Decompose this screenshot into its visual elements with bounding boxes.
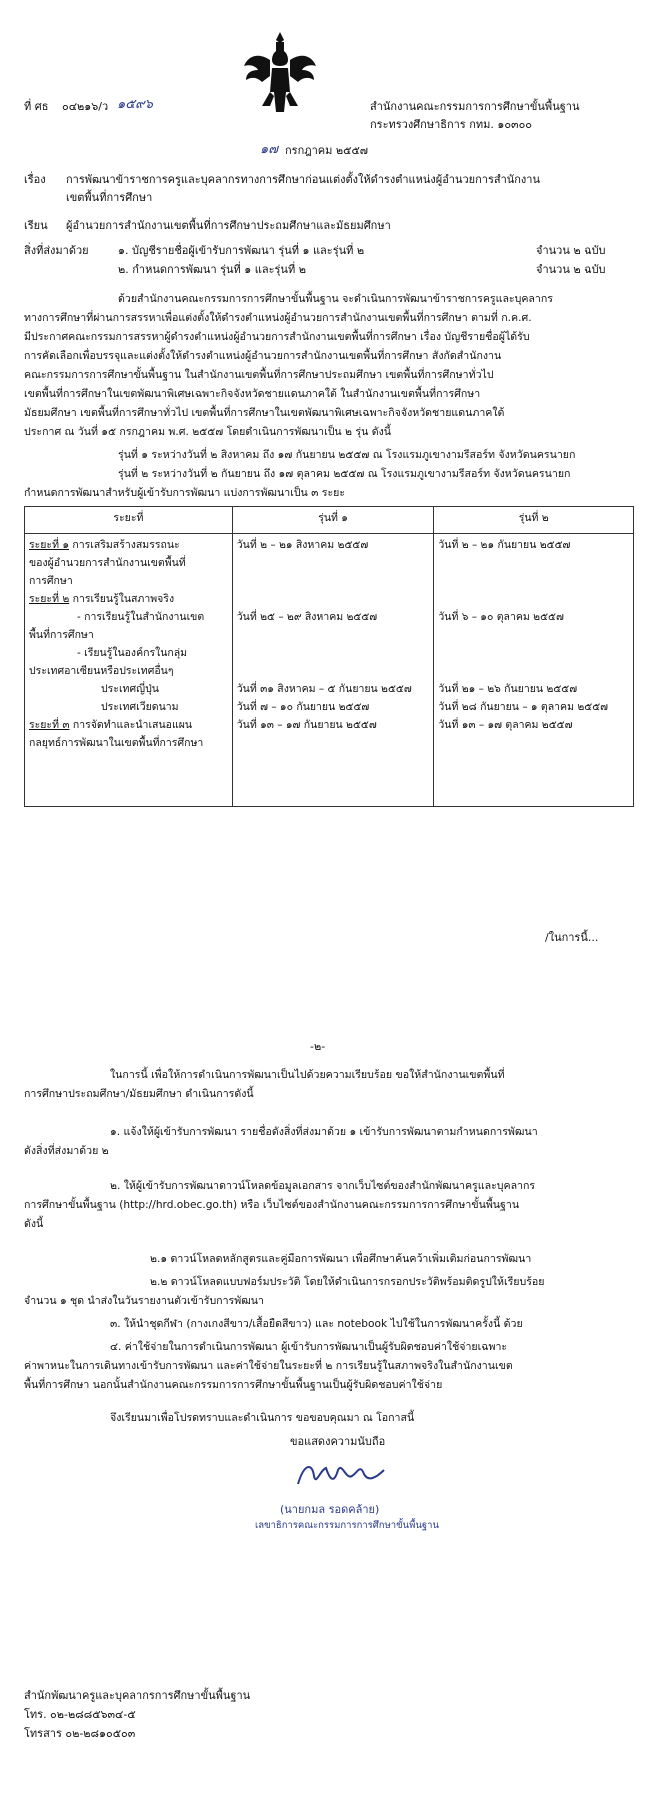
round-1-cell <box>232 534 434 807</box>
subject-line-2: เขตพื้นที่การศึกษา <box>66 191 153 204</box>
body-line: การศึกษาขั้นพื้นฐาน (http://hrd.obec.go.th) หรือ เว็บไซต์ของสำนักงานคณะกรรมการการศึกษาขั้นพื้นฐาน <box>24 1199 520 1211</box>
signature <box>290 1450 390 1500</box>
table-row <box>25 534 634 807</box>
body-line: ด้วยสำนักงานคณะกรรมการการศึกษาขั้นพื้นฐาน จะดำเนินการพัฒนาข้าราชการครูและบุคลากร <box>118 293 553 305</box>
phase-3-text: การจัดทำและนำเสนอแผน <box>72 719 193 731</box>
phase-2-sub-1-r1: วันที่ ๒๕ – ๒๙ สิงหาคม ๒๕๕๗ <box>236 611 378 623</box>
subject-label: เรื่อง <box>24 173 46 186</box>
country-1-r1: วันที่ ๓๑ สิงหาคม – ๕ กันยายน ๒๕๕๗ <box>236 683 412 695</box>
phase-1-line: ของผู้อำนวยการสำนักงานเขตพื้นที่ <box>29 557 186 569</box>
phase-2-sub-1-r2: วันที่ ๖ – ๑๐ ตุลาคม ๒๕๕๗ <box>438 611 564 623</box>
body-line: มีประกาศคณะกรรมการสรรหาผู้ดำรงตำแหน่งผู้อำนวยการสำนักงานเขตพื้นที่การศึกษา เรื่อง บัญชีรายชื่อผู้ได้รับ <box>24 331 530 343</box>
country-japan: ประเทศญี่ปุ่น <box>101 683 159 695</box>
body-line: การคัดเลือกเพื่อบรรจุและแต่งตั้งให้ดำรงตำแหน่งผู้อำนวยการสำนักงานเขตพื้นที่การศึกษา สังกัดสำนักงาน <box>24 350 502 362</box>
body-line: การศึกษาประถมศึกษา/มัธยมศึกษา ดำเนินการดังนี้ <box>24 1088 254 1100</box>
org-line-2: กระทรวงศึกษาธิการ กทม. ๑๐๓๐๐ <box>370 118 533 131</box>
round-2-cell <box>434 534 634 807</box>
date-day: ๑๗ <box>260 142 279 157</box>
phase-cell <box>25 534 233 807</box>
schedule-table <box>24 506 634 807</box>
phase-2-sub-2-cont: ประเทศอาเซียนหรือประเทศอื่นๆ <box>29 665 174 677</box>
country-2-r1: วันที่ ๗ – ๑๐ กันยายน ๒๕๕๗ <box>236 701 370 713</box>
body-line: มัธยมศึกษา เขตพื้นที่การศึกษาทั่วไป เขตพื้นที่การศึกษาในเขตพัฒนาพิเศษเฉพาะกิจจังหวัดชายแดนภาคใต้ <box>24 407 505 419</box>
enclosure-qty: จำนวน ๒ ฉบับ <box>536 263 606 276</box>
phase-2-sub-1-cont: พื้นที่การศึกษา <box>29 629 94 641</box>
enclosure-item: ๑. บัญชีรายชื่อผู้เข้ารับการพัฒนา รุ่นที่ ๑ และรุ่นที่ ๒ <box>118 244 365 257</box>
ref-handwritten: ๑๕๙๖ <box>117 97 153 112</box>
signer-title: เลขาธิการคณะกรรมการการศึกษาขั้นพื้นฐาน <box>255 1520 439 1531</box>
phase-1-r2: วันที่ ๒ – ๒๑ กันยายน ๒๕๕๗ <box>438 539 571 551</box>
phase-3-line: กลยุทธ์การพัฒนาในเขตพื้นที่การศึกษา <box>29 737 204 749</box>
page-number: -๒- <box>310 1040 326 1053</box>
phase-2-sub-2: - เรียนรู้ในองค์กรในกลุ่ม <box>77 647 188 659</box>
phase-2-sub-1: - การเรียนรู้ในสำนักงานเขต <box>77 611 205 623</box>
body-line: จำนวน ๑ ชุด นำส่งในวันรายงานตัวเข้ารับการพัฒนา <box>24 1295 264 1307</box>
body-line: ในการนี้ เพื่อให้การดำเนินการพัฒนาเป็นไปด้วยความเรียบร้อย ขอให้สำนักงานเขตพื้นที่ <box>110 1069 505 1081</box>
body-line: ๒. ให้ผู้เข้ารับการพัฒนาดาวน์โหลดข้อมูลเอกสาร จากเว็บไซต์ของสำนักพัฒนาครูและบุคลากร <box>110 1180 536 1192</box>
body-line: เขตพื้นที่การศึกษาในเขตพัฒนาพิเศษเฉพาะกิจจังหวัดชายแดนภาคใต้ ในสำนักงานเขตพื้นที่การศึกษา <box>24 388 481 400</box>
body-line: คณะกรรมการการศึกษาขั้นพื้นฐาน ในสำนักงานเขตพื้นที่การศึกษาประถมศึกษา เขตพื้นที่การศึกษาทั่วไป <box>24 369 494 381</box>
phase-1-label: ระยะที่ ๑ <box>29 539 69 551</box>
body-line: ๓. ให้นำชุดกีฬา (กางเกงสีขาว/เสื้อยืดสีขาว) และ notebook ไปใช้ในการพัฒนาครั้งนี้ ด้วย <box>110 1318 523 1330</box>
header-phase: ระยะที่ <box>25 507 233 534</box>
body-line: ประกาศ ณ วันที่ ๑๕ กรกฎาคม พ.ศ. ๒๕๕๗ โดยดำเนินการพัฒนาเป็น ๒ รุ่น ดังนี้ <box>24 426 391 438</box>
enclosure-item: ๒. กำหนดการพัฒนา รุ่นที่ ๑ และรุ่นที่ ๒ <box>118 263 306 276</box>
round-2-line: รุ่นที่ ๒ ระหว่างวันที่ ๒ กันยายน ถึง ๑๗ ตุลาคม ๒๕๕๗ ณ โรงแรมภูเขางามรีสอร์ท จังหวัดนครนายก <box>118 468 571 480</box>
ref-label: ที่ ศธ <box>24 100 49 113</box>
header-round-1: รุ่นที่ ๑ <box>232 507 434 534</box>
country-1-r2: วันที่ ๒๑ – ๒๖ กันยายน ๒๕๕๗ <box>438 683 578 695</box>
body-line: ดังนี้ <box>24 1218 44 1230</box>
body-line: ๒.๑ ดาวน์โหลดหลักสูตรและคู่มือการพัฒนา เพื่อศึกษาค้นคว้าเพิ่มเติมก่อนการพัฒนา <box>150 1253 532 1265</box>
to-text: ผู้อำนวยการสำนักงานเขตพื้นที่การศึกษาประถมศึกษาและมัธยมศึกษา <box>66 219 391 232</box>
phase-1-r1: วันที่ ๒ – ๒๑ สิงหาคม ๒๕๕๗ <box>236 539 369 551</box>
footer-tel: โทร. ๐๒-๒๘๘๕๖๓๔-๕ <box>24 1708 136 1721</box>
closing: ขอแสดงความนับถือ <box>290 1435 386 1448</box>
subject-line-1: การพัฒนาข้าราชการครูและบุคลากรทางการศึกษาก่อนแต่งตั้งให้ดำรงตำแหน่งผู้อำนวยการสำนักงาน <box>66 173 540 186</box>
phase-3-r1: วันที่ ๑๓ – ๑๗ กันยายน ๒๕๕๗ <box>236 719 377 731</box>
to-label: เรียน <box>24 219 48 232</box>
org-line-1: สำนักงานคณะกรรมการการศึกษาขั้นพื้นฐาน <box>370 100 580 113</box>
table-header-row <box>25 507 634 534</box>
phase-1-text: การเสริมสร้างสมรรถนะ <box>72 539 180 551</box>
phase-3-label: ระยะที่ ๓ <box>29 719 70 731</box>
schedule-intro: กำหนดการพัฒนาสำหรับผู้เข้ารับการพัฒนา แบ่งการพัฒนาเป็น ๓ ระยะ <box>24 487 346 499</box>
country-vietnam: ประเทศเวียดนาม <box>101 701 179 713</box>
phase-2-label: ระยะที่ ๒ <box>29 593 70 605</box>
footer-org: สำนักพัฒนาครูและบุคลากรการศึกษาขั้นพื้นฐาน <box>24 1689 251 1702</box>
garuda-emblem <box>240 30 320 120</box>
body-line: ดังสิ่งที่ส่งมาด้วย ๒ <box>24 1145 109 1157</box>
phase-3-r2: วันที่ ๑๓ – ๑๗ ตุลาคม ๒๕๕๗ <box>438 719 573 731</box>
body-line: ๔. ค่าใช้จ่ายในการดำเนินการพัฒนา ผู้เข้ารับการพัฒนาเป็นผู้รับผิดชอบค่าใช้จ่ายเฉพาะ <box>110 1341 508 1353</box>
ref-number: ๐๔๒๑๖/ว <box>62 100 109 113</box>
country-2-r2: วันที่ ๒๘ กันยายน – ๑ ตุลาคม ๒๕๕๗ <box>438 701 609 713</box>
body-line: ค่าพาหนะในการเดินทางเข้ารับการพัฒนา และค่าใช้จ่ายในระยะที่ ๒ การเรียนรู้ในสภาพจริงในสำนักงานเขต <box>24 1360 513 1372</box>
body-line: ๑. แจ้งให้ผู้เข้ารับการพัฒนา รายชื่อดังสิ่งที่ส่งมาด้วย ๑ เข้ารับการพัฒนาตามกำหนดการพัฒนา <box>110 1126 538 1138</box>
date-rest: กรกฎาคม ๒๕๕๗ <box>285 144 369 157</box>
phase-1-line: การศึกษา <box>29 575 73 587</box>
enclosure-label: สิ่งที่ส่งมาด้วย <box>24 244 89 257</box>
body-line: ทางการศึกษาที่ผ่านการสรรหาเพื่อแต่งตั้งให้ดำรงตำแหน่งผู้อำนวยการสำนักงานเขตพื้นที่การศึกษา ตามที่ ก.ค.ศ. <box>24 312 532 324</box>
continued-marker: /ในการนี้... <box>545 931 599 944</box>
body-line: จึงเรียนมาเพื่อโปรดทราบและดำเนินการ ขอขอบคุณมา ณ โอกาสนี้ <box>110 1412 415 1424</box>
body-line: ๒.๒ ดาวน์โหลดแบบฟอร์มประวัติ โดยให้ดำเนินการกรอกประวัติพร้อมติดรูปให้เรียบร้อย <box>150 1276 545 1288</box>
header-round-2: รุ่นที่ ๒ <box>434 507 634 534</box>
enclosure-qty: จำนวน ๒ ฉบับ <box>536 244 606 257</box>
round-1-line: รุ่นที่ ๑ ระหว่างวันที่ ๒ สิงหาคม ถึง ๑๗ กันยายน ๒๕๕๗ ณ โรงแรมภูเขางามรีสอร์ท จังหวัดนครนายก <box>118 449 576 461</box>
footer-fax: โทรสาร ๐๒-๒๘๑๐๕๐๓ <box>24 1727 136 1740</box>
body-line: พื้นที่การศึกษา นอกนั้นสำนักงานคณะกรรมการการศึกษาขั้นพื้นฐานเป็นผู้รับผิดชอบค่าใช้จ่าย <box>24 1379 443 1391</box>
phase-2-text: การเรียนรู้ในสภาพจริง <box>72 593 175 605</box>
signer-name: (นายกมล รอดคล้าย) <box>280 1503 380 1516</box>
